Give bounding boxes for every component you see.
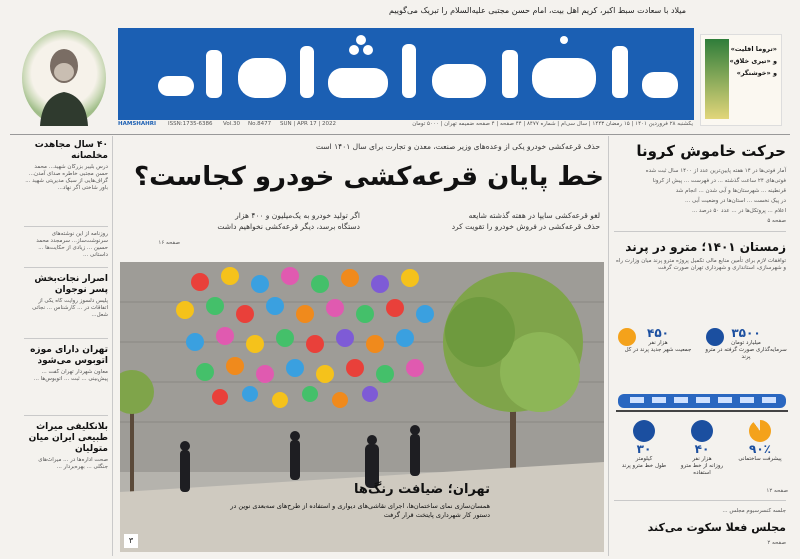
- issn: ISSN:1735-6386: [168, 121, 213, 127]
- stat-investment: ۳۵۰۰ میلیارد تومان سرمایه‌گذاری صورت گرفته در مترو پرند: [705, 326, 787, 360]
- list-item: آمار فوتی‌ها در ۱۴ هفته پایین‌ترین عدد از ۱۴۰۰ سال ثبت شده: [645, 168, 786, 174]
- story-body: پلیس دلسوز روایت گاه یکی از اتفاقات در ... کارشناس ... نجاتی شعل...: [32, 298, 108, 318]
- story-body: صحت اداره‌ها در ... میراث‌های جنگلی ... بهره‌بردار ...: [38, 457, 108, 470]
- metro-icon: [691, 420, 713, 442]
- parliament-title[interactable]: مجلس فعلا سکوت می‌کند: [647, 521, 786, 534]
- lead-sub-left: اگر تولید خودرو به یک‌میلیون و ۴۰۰ هزار دستگاه برسد، دیگر قرعه‌کشی نخواهیم داشت: [217, 211, 360, 231]
- lead-kicker: حذف قرعه‌کشی خودرو یکی از وعده‌های وزیر صنعت، معدن و تجارت برای سال ۱۴۰۱ است: [316, 142, 600, 151]
- list-item: در پیک نخست ... استان‌ها در وضعیت آبی ...: [685, 198, 786, 204]
- stat-riders: ۴۰ هزار نفر روزانه از خط مترو استفاده: [674, 420, 730, 477]
- metro-page-ref: صفحه ۱۲: [766, 488, 788, 494]
- masthead-block: [118, 28, 694, 120]
- lead-photo[interactable]: [120, 262, 604, 552]
- ad-text-3: و «خوشنگر»: [736, 69, 777, 77]
- track-icon: [633, 420, 655, 442]
- list-item: فوتی‌های ۲۴ ساعت گذشته ... در فهرست ... پیش از کرونا: [652, 178, 786, 184]
- progress-pie-icon: [749, 420, 771, 442]
- top-banner: میلاد با سعادت سبط اکبر، کریم اهل بیت، امام حسن مجتبی علیه‌السلام را تبریک می‌گوییم: [389, 6, 686, 15]
- story-body: معاون شهردار تهران گفت ... پیش‌بینی ... ثبت ... اتوبوس‌ها ...: [33, 369, 108, 382]
- story-title[interactable]: اصرار نجات‌بخش پسر نوجوان: [34, 274, 108, 295]
- brand-en: HAMSHAHRI: [118, 121, 157, 127]
- stat-progress: ۹۰٪ پیشرفت ساختمانی: [732, 420, 788, 463]
- side-ad[interactable]: [700, 34, 782, 126]
- story-body: روزنامه از این نوشته‌های سرنوشت‌ساز... سرمجدد محمد حسین ... زیادی از حکایت‌ها ... داستانی ...: [36, 231, 108, 258]
- lead-headline[interactable]: خط پایان قرعه‌کشی خودرو کجاست؟: [134, 162, 604, 192]
- list-item: قرنطینه ... شهرستان‌ها و آبی شدن ... انجام شد: [675, 188, 786, 194]
- parliament-kicker: جلسه کنسرسیوم مجلس ...: [722, 508, 786, 514]
- caption-box: [230, 482, 490, 542]
- train-icon: [616, 390, 788, 414]
- masthead-title: [118, 28, 119, 29]
- story-title[interactable]: ۴۰ سال مجاهدت مخلصانه: [34, 140, 108, 161]
- corona-title[interactable]: حرکت خاموش کرونا: [636, 142, 786, 160]
- corona-list: [614, 168, 786, 215]
- date-en: SUN | APR 17 | 2022: [280, 121, 336, 127]
- portrait-wreath: [22, 30, 106, 126]
- ad-text-2: و «تیری خلاق»: [729, 57, 777, 65]
- story-title[interactable]: تهران دارای موزه اتوبوس می‌شود: [30, 345, 108, 366]
- lead-sub-right: لغو قرعه‌کشی سایپا در هفته گذشته شایعه حذف قرعه‌کشی در فروش خودرو را تقویت کرد: [451, 211, 600, 231]
- people-icon: [618, 328, 636, 346]
- list-item: اعلام ... پروتکل‌ها در ... عدد ۵۰ درصد ...: [691, 208, 786, 214]
- right-column: [614, 140, 786, 272]
- stat-length: ۳۰ کیلومتر طول خط مترو پرند: [616, 420, 672, 470]
- story-title[interactable]: بلانکلیفی میراث طبیعی ایران میان متولیان: [28, 422, 108, 454]
- photo-caption-title: تهران؛ ضیافت رنگ‌ها: [354, 482, 490, 497]
- ad-text-1: «تروما اقلیت»: [730, 45, 777, 53]
- masthead-info-bar: [118, 120, 694, 130]
- stat-population: ۴۵۰ هزار نفر جمعیت شهر جدید پرند در کل: [616, 326, 700, 354]
- metro-title[interactable]: زمستان ۱۴۰۱؛ مترو در پرند: [625, 240, 786, 254]
- parliament-page-ref: صفحه ۲: [767, 540, 786, 546]
- coins-icon: [706, 328, 724, 346]
- volume: Vol.30: [223, 121, 240, 127]
- photo-caption-body: همسان‌سازی نمای ساختمان‌ها، اجرای نقاشی‌های دیواری و استفاده از طرح‌های سه‌بعدی نوین در دستور کار شهرداری پایتخت قرار گرفت: [230, 502, 490, 519]
- date-fa: یکشنبه ۲۸ فروردین ۱۴۰۱ | ۱۵ رمضان ۱۴۴۳ | سال سی‌ام | شماره ۸۴۷۷ | ۴۴ صفحه | ۴ صفحه ضمیمه تهران | ۵۰۰۰ تومان: [412, 121, 693, 127]
- photo-page-no: ۳: [124, 534, 138, 548]
- ad-art: [705, 39, 729, 119]
- left-column: [24, 140, 108, 497]
- metro-infographic: [616, 326, 788, 506]
- story-body: درس بلیبر بزرگان شهید... محمد حسن مجتبی خاطره صدای آمدن... گراف‌هایی از سبک مدیریتی شهید ... باور شاختی اگر نهاد...: [25, 164, 108, 191]
- corona-page-ref: صفحه ۵: [767, 218, 786, 224]
- lead-page-ref: صفحه ۱۶: [158, 240, 180, 246]
- metro-body: توافقات لازم برای تأمین منابع مالی تکمیل پروژه مترو پرند میان وزارت راه و شهرسازی، استانداری و شهرداری تهران صورت گرفت: [615, 258, 786, 271]
- masthead-logo: [118, 28, 694, 120]
- issue-no: No.8477: [248, 121, 272, 127]
